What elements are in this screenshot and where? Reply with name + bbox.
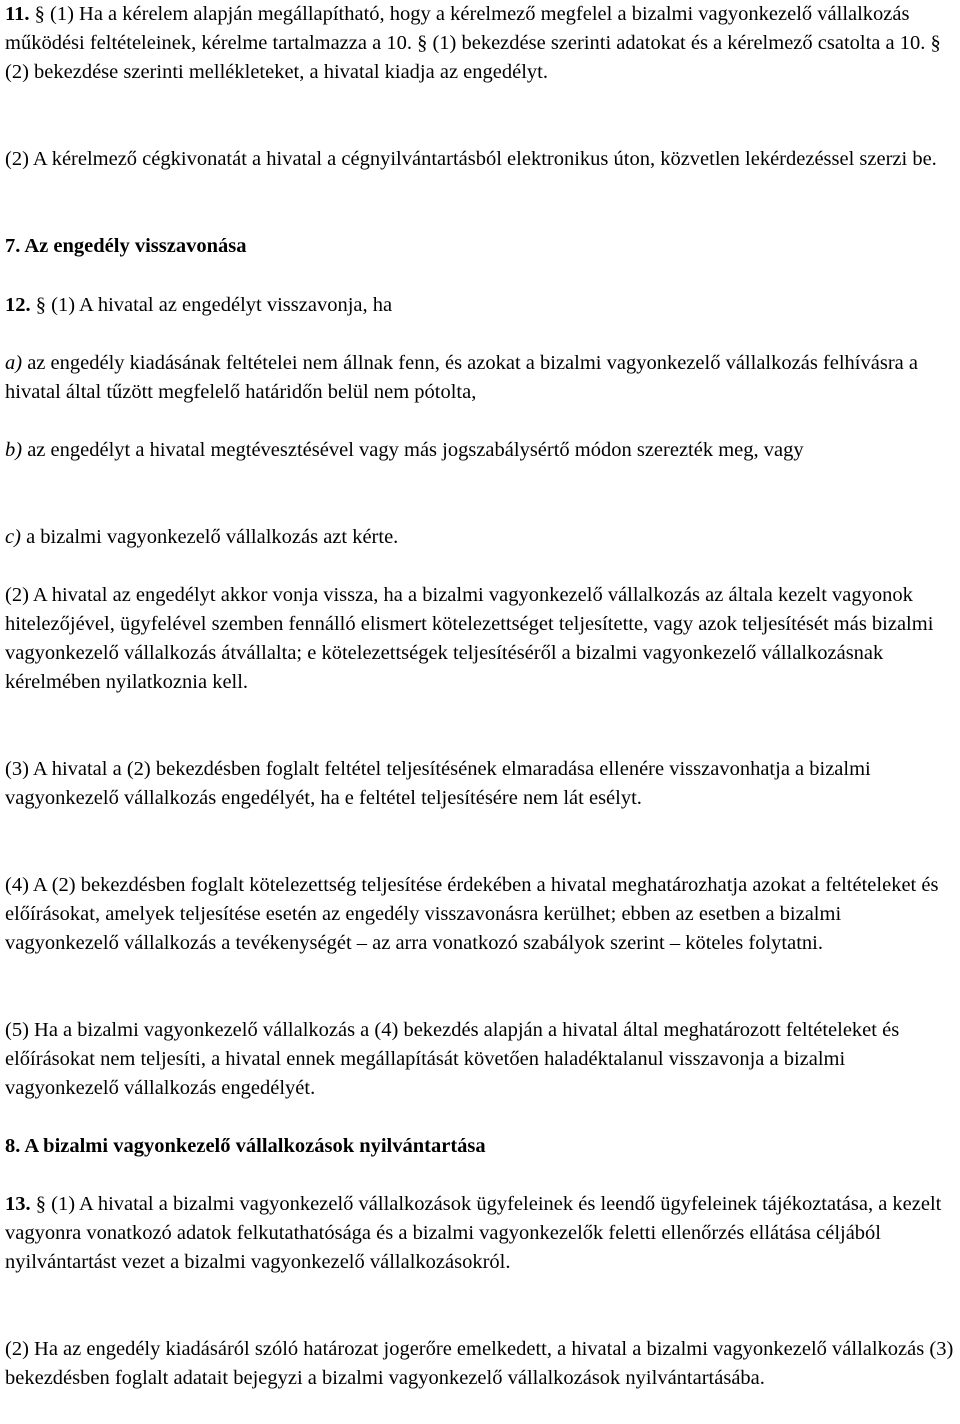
paragraph-text: § (1) A hivatal az engedélyt visszavonja, ha: [30, 294, 393, 316]
section-12-paragraph-2: (2) A hivatal az engedélyt akkor vonja vissza, ha a bizalmi vagyonkezelő vállalkozás az általa kezelt vagyonok hitelezőjével, ügyfelével szemben fennálló elismert kötelezettséget teljesítette, vagy azok teljesítését más bizalmi vagyonkezelő vállalkozás átvállalta; e kötelezettségek teljesítéséről a bizalmi vagyonkezelő vállalkozásnak kérelmében nyilatkoznia kell.: [5, 584, 934, 693]
point-letter: a): [5, 352, 23, 374]
section-12-paragraph-3: (3) A hivatal a (2) bekezdésben foglalt feltétel teljesítésének elmaradása ellenére visszavonhatja a bizalmi vagyonkezelő vállalkozás engedélyét, ha e feltétel teljesítésére nem lát esélyt.: [5, 758, 871, 809]
section-12-point-b: [5, 436, 955, 465]
paragraph-text: § (1) Ha a kérelem alapján megállapítható, hogy a kérelmező megfelel a bizalmi vagyonkezelő vállalkozás működési feltételeinek, kérelme tartalmazza a 10. § (1) bekezdése szerinti adatokat és a kérelmező csatolta a 10. § (2) bekezdése szerinti mellékleteket, a hivatal kiadja az engedélyt.: [5, 3, 941, 83]
section-12-paragraph-5: (5) Ha a bizalmi vagyonkezelő vállalkozás a (4) bekezdés alapján a hivatal által meghatározott feltételeket és előírásokat nem teljesíti, a hivatal ennek megállapítását követően haladéktalanul visszavonja a bizalmi vagyonkezelő vállalkozás engedélyét.: [5, 1019, 900, 1099]
section-13-paragraph-2: (2) Ha az engedély kiadásáról szóló határozat jogerőre emelkedett, a hivatal a bizalmi vagyonkezelő vállalkozás (3) bekezdésben foglalt adatait bejegyzi a bizalmi vagyonkezelő vállalkozások nyilvántartásába.: [5, 1338, 954, 1389]
section-number: 13.: [5, 1193, 31, 1215]
point-text: az engedélyt a hivatal megtévesztésével vagy más jogszabálysértő módon szerezték meg, vagy: [22, 439, 804, 461]
section-12-paragraph-4: (4) A (2) bekezdésben foglalt kötelezettség teljesítése érdekében a hivatal meghatározhatja azokat a feltételeket és előírásokat, amelyek teljesítése esetén az engedély visszavonásra kerülhet; ebben az esetben a bizalmi vagyonkezelő vállalkozás a tevékenységét – az arra vonatkozó szabályok szerint – köteles folytatni.: [5, 874, 939, 954]
paragraph-text: § (1) A hivatal a bizalmi vagyonkezelő vállalkozások ügyfeleinek és leendő ügyfeleinek tájékoztatása, a kezelt vagyonra vonatkozó adatok felkutathatósága és a bizalmi vagyonkezelők feletti ellenőrzés ellátása céljából nyilvántartást vezet a bizalmi vagyonkezelő vállalkozásokról.: [5, 1193, 942, 1273]
section-number: 11.: [5, 3, 30, 25]
section-number: 12.: [5, 294, 31, 316]
heading-8: 8. A bizalmi vagyonkezelő vállalkozások nyilvántartása: [5, 1135, 486, 1157]
section-12-point-c: [5, 523, 955, 552]
section-12-paragraph-1: [5, 291, 955, 320]
section-12-point-a: [5, 349, 955, 407]
point-text: a bizalmi vagyonkezelő vállalkozás azt kérte.: [20, 526, 399, 548]
section-11-paragraph-2: (2) A kérelmező cégkivonatát a hivatal a cégnyilvántartásból elektronikus úton, közvetlen lekérdezéssel szerzi be.: [5, 148, 937, 170]
point-letter: b): [5, 439, 23, 461]
point-text: az engedély kiadásának feltételei nem állnak fenn, és azokat a bizalmi vagyonkezelő vállalkozás felhívásra a hivatal által tűzött megfelelő határidőn belül nem pótolta,: [5, 352, 918, 403]
point-letter: c): [5, 526, 21, 548]
section-11-paragraph-1: [5, 0, 955, 87]
heading-7: 7. Az engedély visszavonása: [5, 235, 247, 257]
section-13-paragraph-1: [5, 1190, 955, 1277]
